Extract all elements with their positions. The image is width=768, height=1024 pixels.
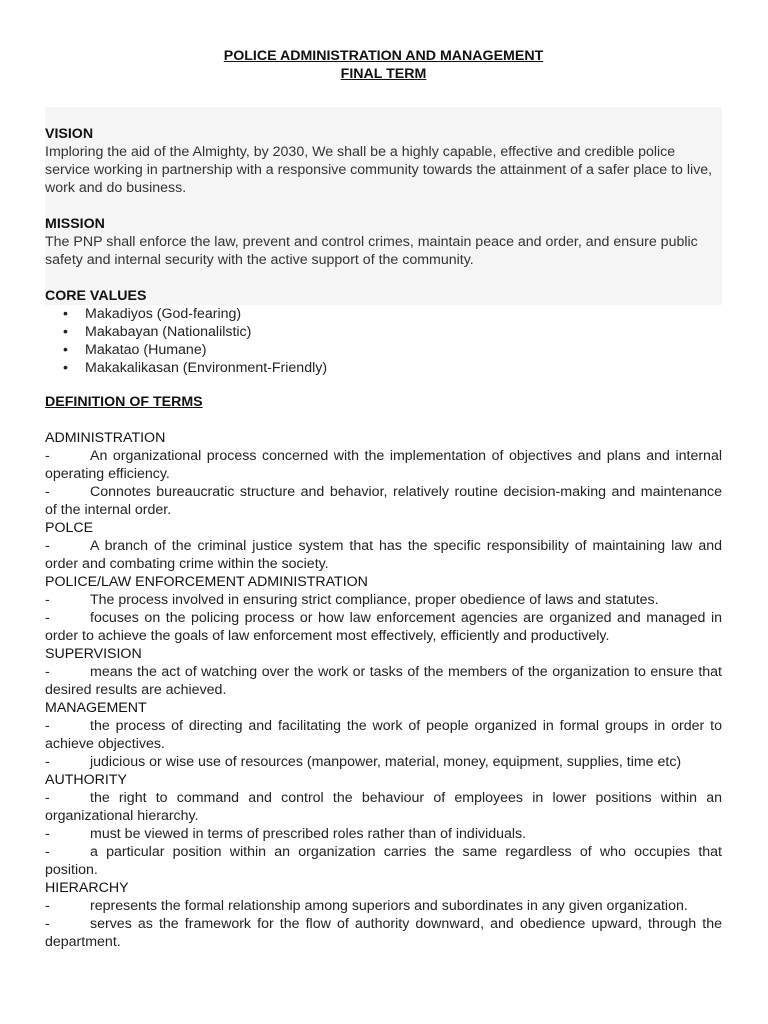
dash-marker: - (45, 754, 50, 770)
point-text: judicious or wise use of resources (manpower, material, money, equipment, supplies, time etc) (90, 754, 682, 770)
vision-text: Imploring the aid of the Almighty, by 2030, We shall be a highly capable, effective and credible police service working in partnership with a responsive community towards the attainment of a safer place to live, work and do business. (45, 144, 713, 196)
title-line-1: POLICE ADMINISTRATION AND MANAGEMENT (223, 48, 544, 64)
term-definition-point (45, 897, 722, 915)
point-text: represents the formal relationship among superiors and subordinates in any given organization. (90, 898, 688, 914)
dash-marker: - (45, 484, 50, 500)
point-text: focuses on the policing process or how law enforcement agencies are organized and managed in order to achieve the goals of law enforcement most effectively, efficiently and productively. (45, 610, 722, 644)
term-heading: SUPERVISION (45, 646, 142, 662)
point-text: the right to command and control the behaviour of employees in lower positions within an organizational hierarchy. (45, 790, 722, 824)
term-definition-point (45, 609, 722, 645)
core-value-item: • Makatao (Humane) (85, 341, 722, 359)
point-text: A branch of the criminal justice system that has the specific responsibility of maintaining law and order and combating crime within the society. (45, 538, 722, 572)
mission-text: The PNP shall enforce the law, prevent and control crimes, maintain peace and order, and ensure public safety and internal security with the active support of the community. (45, 234, 698, 268)
term-heading: HIERARCHY (45, 880, 129, 896)
term-heading: POLICE/LAW ENFORCEMENT ADMINISTRATION (45, 574, 368, 590)
definitions-list (45, 429, 722, 951)
term-definition-point (45, 753, 722, 771)
term-definition-point (45, 825, 722, 843)
term-definition-point (45, 591, 722, 609)
core-values-list (45, 305, 722, 377)
dash-marker: - (45, 790, 50, 806)
point-text: means the act of watching over the work or tasks of the members of the organization to ensure that desired results are achieved. (45, 664, 722, 698)
core-value-item: • Makabayan (Nationalilstic) (85, 323, 722, 341)
document-page (45, 47, 722, 951)
vision-heading: VISION (45, 126, 94, 142)
term-heading: ADMINISTRATION (45, 430, 166, 446)
term-heading: POLCE (45, 520, 94, 536)
term-definition-point (45, 717, 722, 753)
dash-marker: - (45, 826, 50, 842)
dash-marker: - (45, 898, 50, 914)
core-values-heading: CORE VALUES (45, 288, 147, 304)
term-definition-point (45, 915, 722, 951)
point-text: must be viewed in terms of prescribed roles rather than of individuals. (90, 826, 527, 842)
dash-marker: - (45, 538, 50, 554)
point-text: An organizational process concerned with the implementation of objectives and plans and internal operating efficiency. (45, 448, 722, 482)
point-text: a particular position within an organization carries the same regardless of who occupies that position. (45, 844, 722, 878)
document-title (45, 47, 722, 83)
term-definition-point (45, 537, 722, 573)
point-text: Connotes bureaucratic structure and behavior, relatively routine decision-making and maintenance of the internal order. (45, 484, 722, 518)
term-definition-point (45, 447, 722, 483)
core-value-item: • Makadiyos (God-fearing) (85, 305, 722, 323)
dash-marker: - (45, 718, 50, 734)
point-text: serves as the framework for the flow of authority downward, and obedience upward, through the department. (45, 916, 722, 950)
dash-marker: - (45, 610, 50, 626)
dash-marker: - (45, 916, 50, 932)
term-definition-point (45, 843, 722, 879)
term-definition-point (45, 483, 722, 519)
term-heading: MANAGEMENT (45, 700, 147, 716)
point-text: the process of directing and facilitating the work of people organized in formal groups in order to achieve objectives. (45, 718, 722, 752)
vision-mission-block (45, 107, 722, 305)
term-definition-point (45, 789, 722, 825)
term-definition-point (45, 663, 722, 699)
dash-marker: - (45, 592, 50, 608)
dash-marker: - (45, 664, 50, 680)
point-text: The process involved in ensuring strict compliance, proper obedience of laws and statutes. (90, 592, 659, 608)
term-heading: AUTHORITY (45, 772, 127, 788)
core-value-item: • Makakalikasan (Environment-Friendly) (85, 359, 722, 377)
dash-marker: - (45, 844, 50, 860)
mission-heading: MISSION (45, 216, 105, 232)
definitions-heading: DEFINITION OF TERMS (45, 394, 203, 410)
dash-marker: - (45, 448, 50, 464)
title-line-2: FINAL TERM (340, 66, 427, 82)
